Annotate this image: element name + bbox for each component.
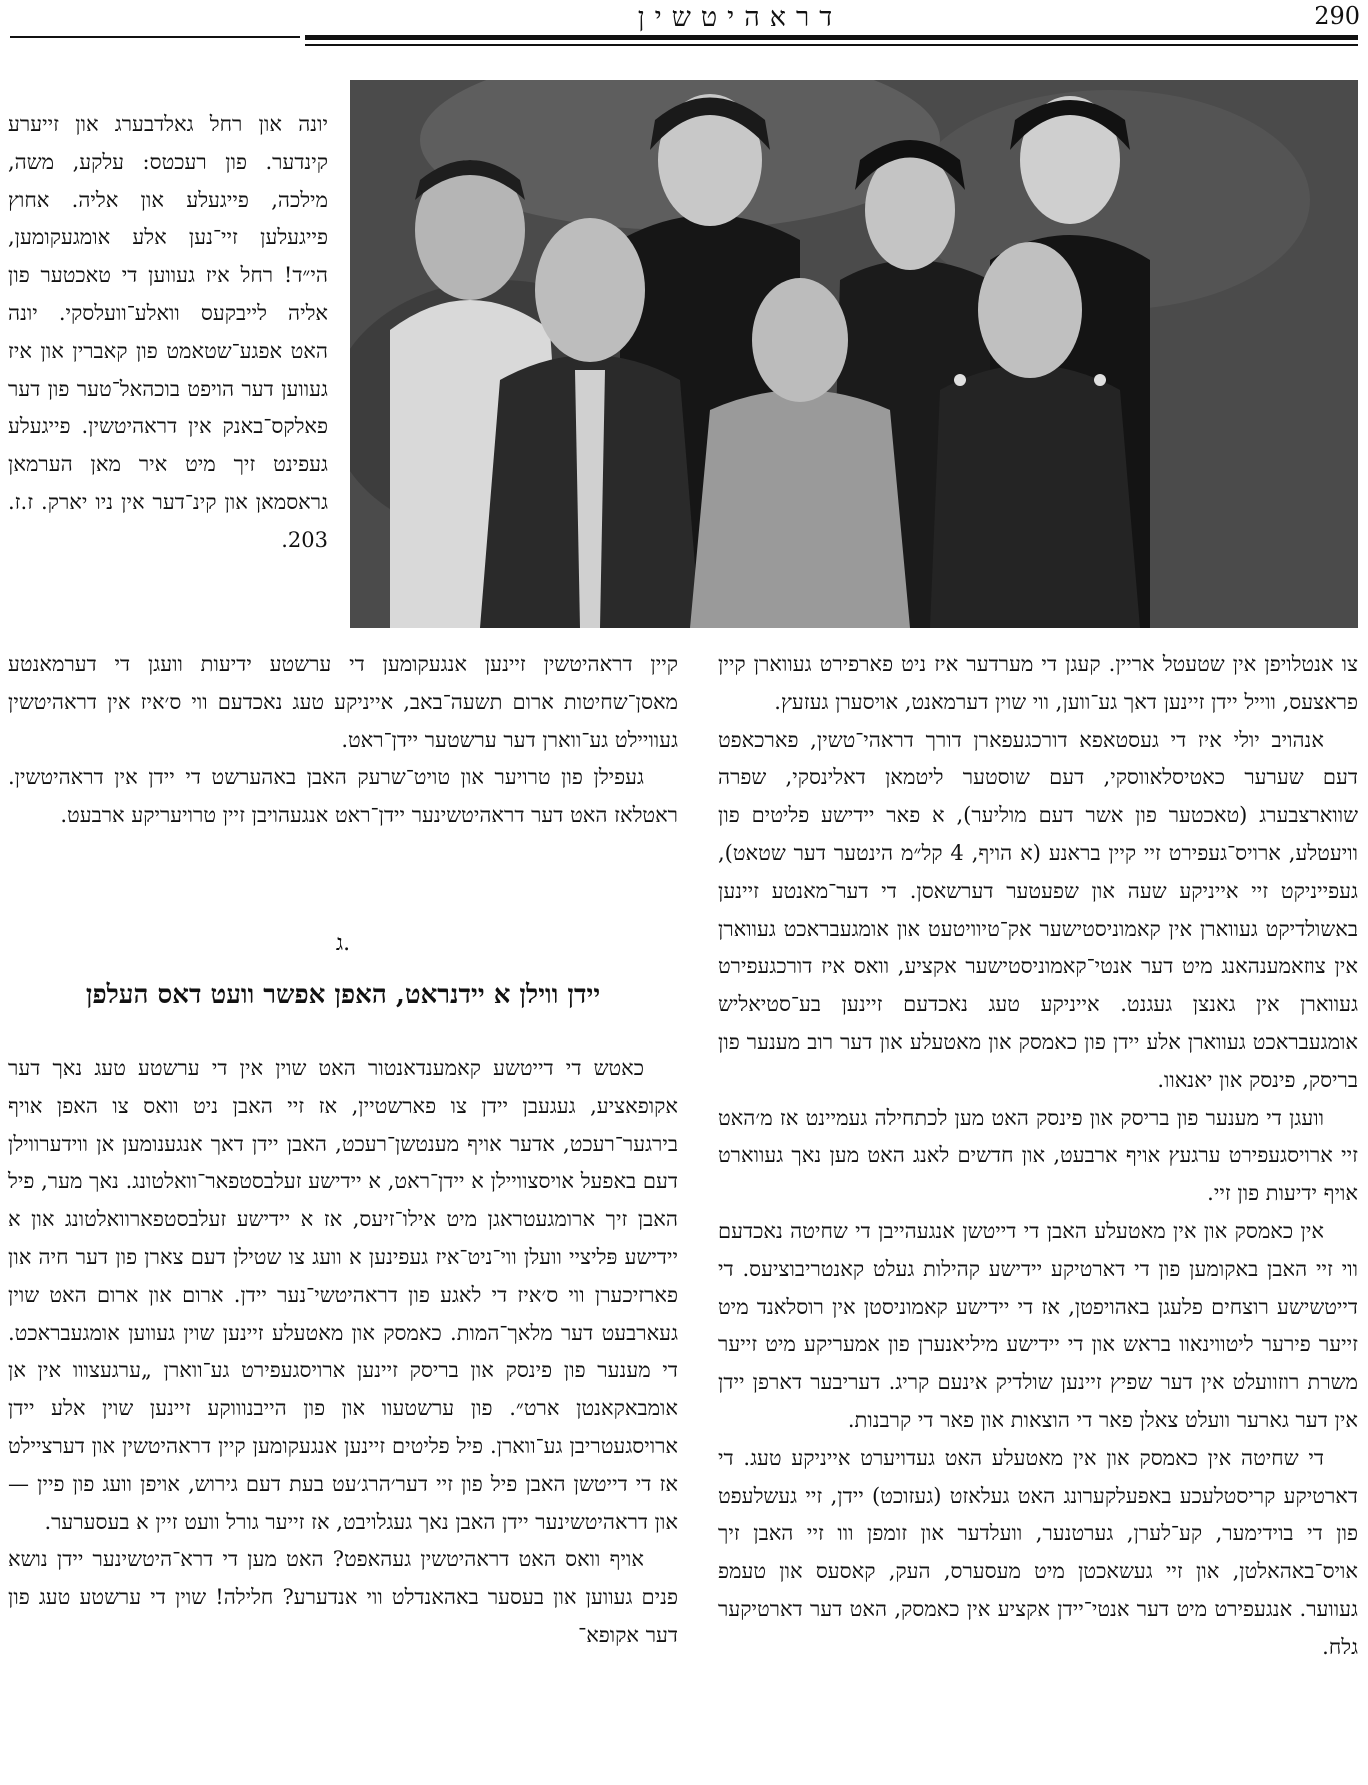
left-text-column-bottom [8,1050,678,1655]
paragraph: אנהויב יולי איז די געסטאפא דורכגעפארן דורך דראהי־טשין, פארכאפט דעם שערער כאטיסלאווסקי, דעם שוסטער ליטמאן דאלינסקי, שפרה שווארצבערג (טאכטער פון אשר דעם מוליער), א פאר יידישע פליטים פון וויעטלע, ארויס־געפירט זיי קיין בראנע (א הויף, 4 קל״מ הינטער דער שטאט), געפייניקט זיי אייניקע שעה און שפעטער דערשאסן. די דער־מאנטע זיינען באשולדיקט געווארן אין קאמוניסטישער אק־טיוויטעט און אומגעבראכט געווארן אין צוזאמענהאנג מיט דער אנטי־קאמוניסטישער אקציע, וואס איז דורכגעפירט געווארן אין גאנצן געגנט. אייניקע טעג נאכדעם זיינען בע־סטיאליש אומגעבראכט געווארן אלע יידן פון כאמסק און מאטעלע און דער רוב מענער פון בריסק, פינסק און יאנאוו. [718,727,1358,1092]
left-text-column-top [8,646,678,835]
paragraph: קיין דראהיטשין זיינען אנגעקומען די ערשטע ידיעות וועגן די דערמאנטע מאסן־שחיטות ארום תשעה־באב, אייניקע טעג נאכדעם ווי ס׳איז אין דראהיטשין געוויילט גע־ווארן דער ערשטער יידן־ראט. [8,652,678,752]
paragraph: געפילן פון טרויער און טויט־שרעק האבן באהערשט די יידן אין דראהיטשין. ראטלאז האט דער דראהיטשינער יידן־ראט אנגעהויבן זיין טרויעריקע ארבעט. [8,765,678,828]
photo-figures [350,80,1358,628]
family-photograph [350,80,1358,628]
caption-text: יונה און רחל גאלדבערג און זייערע קינדער. פון רעכטס: עלקע, משה, מילכה, פייגעלע און אליה. אחוץ פייגעלען זיי־נען אלע אומגעקומען, הי״ד! רחל איז געווען די טאכטער פון אליה לייבקעס וואלע־וועלסקי. יונה האט אפגע־שטאמט פון קאברין און איז געווען דער הויפט בוכהאל־טער פון דער פאלקס־באנק אין דראהיטשין. פייגעלע געפינט זיך מיט איר מאן הערמאן גראסמאן און קינ־דער אין ניו יארק. ז.ז. 203. [8,112,328,552]
page-number: 290 [1314,2,1360,30]
paragraph: צו אנטלויפן אין שטעטל אריין. קעגן די מערדער איז ניט פארפירט געווארן קיין פראצעס, ווייל יידן זיינען דאך גע־ווען, ווי שוין דערמאנט, אויסערן געזעץ. [718,652,1358,714]
section-heading: יידן ווילן א יידנראט, האפן אפשר וועט דאס העלפן [85,980,601,1010]
paragraph: כאטש די דייטשע קאמענדאנטור האט שוין אין די ערשטע טעג נאך דער אקופאציע, געגעבן יידן צו פארשטיין, אז זיי האבן ניט וואס צו האפן אויף בירגער־רעכט, אדער אויף מענטשן־רעכט, האבן יידן דאך אנגענומען אן ווידערווילן דעם באפעל אויסצוויילן א יידן־ראט, א יידישע זעלבסטפאר־וואלטונג. נאך מער, פיל האבן זיך ארומגעטראגן מיט אילו־זיעס, אז א יידישע זעלבסטפארוואלטונג און א יידישע פּליציי וועלן ווי־ניט־איז געפינען א וועג צו שטילן דעם צארן פון דער חיה און פארזיכערן ווי ס׳איז די לאגע פון דראהיטשי־נער יידן. ארום און ארום האט שוין געארבעט דער מלאך־המות. כאמסק און מאטעלע זיינען שוין געווען אומגעבראכט. די מענער פון פינסק און בריסק זיינען ארויסגעפירט גע־ווארן „ערגעצווו אין אן אומבאקאנטן ארט״. פון ערשטעוו און פון הייבנוווקע זיינען שוין אלע יידן ארויסגעטריבן גע־ווארן. פיל פליטים זיינען אנגעקומען קיין דראהיטשין און דערציילט אז די דייטשן האבן פיל פון זיי דער׳הרג׳עט בעת דעם גירוש, אויפן וועג פון פיין — און דראהיטשינער יידן האבן נאך געגלויבט, אז זייער גורל וועט זיין א בעסערער. [8,1056,678,1534]
photo-caption [8,106,328,560]
paragraph: די שחיטה אין כאמסק און אין מאטעלע האט געדויערט אייניקע טעג. די דארטיקע קריסטלעכע באפעלקערונג האט געלאזט (געזוכט) יידן, זיי געשלעפט פון די בוידימער, קע־לערן, גערטנער, וועלדער און זומפן ווו זיי האבן זיך אויס־באהאלטן, און זיי געשאכטן מיט מעסערס, העק, קאסעס און טעמפ געווער. אנגעפירט מיט דער אנטי־יידן אקציע אין כאמסק, האט דער דארטיקער גלח. [718,1445,1358,1659]
header-rule-right [305,44,1358,46]
section-mark: ג. [335,931,351,956]
paragraph: אויף וואס האט דראהיטשין געהאפט? האט מען די דרא־היטשינער יידן נושא פנים געווען און בעסער באהאנדלט ווי אנדערע? חלילה! שוין די ערשטע טעג פון דער אקופא־ [8,1547,678,1647]
paragraph: וועגן די מענער פון בריסק און פינסק האט מען לכתחילה געמיינט אז מ׳האט זיי ארויסגעפירט ערגעץ אויף ארבעט, און חדשים לאנג האט מען נאך געווארט אויף ידיעות פון זיי. [718,1105,1358,1206]
header-rule-thick [305,35,1358,40]
right-text-column [718,646,1358,1667]
paragraph: אין כאמסק און אין מאטעלע האבן די דייטשן אנגעהייבן די שחיטה נאכדעם ווי זיי האבן באקומען פון די דארטיקע יידישע קהילות געלט קאנטריבוציעס. די דייטשישע רוצחים פלעגן באהויפטן, אז די יידישע קאמוניסטן אין רוסלאנד מיט זייער פירער ליטווינאוו בראש און די יידישע מיליאנערן פון אמעריקע מיט זייער משרת רוזוועלט אין דער שפיץ זיינען שולדיק אינעם קריג. דעריבער דארפן יידן אין דער גארער וועלט צאלן פאר די הוצאות און פאר די קרבנות. [718,1218,1358,1432]
header-rule-left [10,36,300,38]
running-title: דראהיטשין [637,2,843,33]
